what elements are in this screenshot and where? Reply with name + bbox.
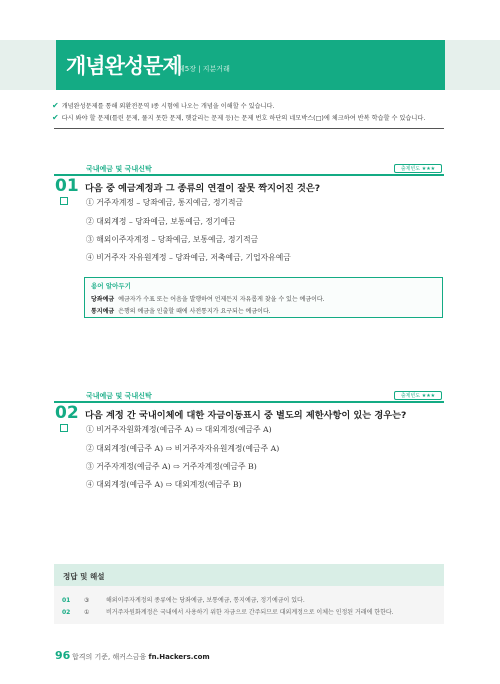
chapter-subtitle: 제5장 | 지분거래 xyxy=(178,65,230,73)
frequency-badge: 출제빈도 ★★★ xyxy=(394,391,442,400)
intro-text: 개념완성문제를 통해 외환전문역 Ⅰ종 시험에 나오는 개념을 이해할 수 있습니다. xyxy=(61,103,275,110)
vocab-desc: 예금자가 수표 또는 어음을 발행하여 언제든지 자유롭게 찾을 수 있는 예금이다. xyxy=(118,296,325,303)
question-option[interactable]: ④ 비거주자 자유원계정 – 당좌예금, 저축예금, 기업자유예금 xyxy=(86,253,291,262)
answer-explanation: 해외이주자계정의 종류에는 당좌예금, 보통예금, 통지예금, 정기예금이 있다. xyxy=(106,597,305,604)
question-option[interactable]: ① 거주자계정 – 당좌예금, 통지예금, 정기적금 xyxy=(86,198,244,207)
vocab-term: 통지예금 xyxy=(91,308,115,315)
vocab-item xyxy=(91,294,325,303)
question-option[interactable]: ④ 대외계정(예금주 A) ⇨ 대외계정(예금주 B) xyxy=(86,480,242,489)
vocab-term: 당좌예금 xyxy=(91,296,115,303)
question-category: 국내예금 및 국내신탁 xyxy=(86,165,152,173)
page-number: 96 xyxy=(55,649,71,662)
review-checkbox[interactable] xyxy=(60,197,68,205)
vocab-title: 용어 알아두기 xyxy=(91,282,131,290)
answer-header xyxy=(54,564,444,586)
answer-choice: ① xyxy=(84,609,90,616)
question-text: 다음 중 예금계정과 그 종류의 연결이 잘못 짝지어진 것은? xyxy=(85,183,321,194)
answer-choice: ③ xyxy=(84,597,90,604)
question-option[interactable]: ③ 거주자계정(예금주 A) ⇨ 거주자계정(예금주 B) xyxy=(86,462,257,471)
answer-number: 01 xyxy=(62,597,71,604)
question-option[interactable]: ② 대외계정 – 당좌예금, 보통예금, 정기예금 xyxy=(86,217,236,226)
question-option[interactable]: ③ 해외이주자계정 – 당좌예금, 보통예금, 정기적금 xyxy=(86,235,259,244)
question-category: 국내예금 및 국내신탁 xyxy=(86,392,152,400)
vocab-desc: 은행의 예금을 인출할 때에 사전통지가 요구되는 예금이다. xyxy=(118,308,271,315)
footer-tagline: 합격의 기준, 해커스금융 xyxy=(72,653,147,661)
question-number: 02 xyxy=(55,403,79,423)
question-option[interactable]: ① 비거주자원화계정(예금주 A) ⇨ 대외계정(예금주 A) xyxy=(86,425,272,434)
answer-title: 정답 및 해설 xyxy=(63,572,105,581)
answer-explanation: 비거주자원화계정은 국내에서 사용하기 위한 자금으로 간주되므로 대외계정으로 이체는 인정된 거래에 한한다. xyxy=(106,609,394,616)
answer-row xyxy=(62,607,394,616)
question-divider xyxy=(54,401,444,403)
footer-text xyxy=(72,652,210,662)
question-divider xyxy=(54,174,444,176)
intro-line-2 xyxy=(52,113,425,122)
review-checkbox[interactable] xyxy=(60,424,68,432)
page-title: 개념완성문제 xyxy=(66,54,182,78)
vocab-box xyxy=(84,277,443,318)
question-text: 다음 계정 간 국내이체에 대한 자금이동표시 중 별도의 제한사항이 있는 경우는? xyxy=(85,410,407,421)
question-option[interactable]: ② 대외계정(예금주 A) ⇨ 비거주자자유원계정(예금주 A) xyxy=(86,444,280,453)
check-icon: ✔ xyxy=(52,101,59,110)
footer-site[interactable]: fn.Hackers.com xyxy=(148,653,210,661)
frequency-badge: 출제빈도 ★★★ xyxy=(394,164,442,173)
check-icon: ✔ xyxy=(52,113,59,122)
intro-line-1 xyxy=(52,101,274,110)
answer-row xyxy=(62,595,305,604)
answer-number: 02 xyxy=(62,609,71,616)
question-number: 01 xyxy=(55,176,79,196)
vocab-item xyxy=(91,306,271,315)
intro-text: 다시 봐야 할 문제(틀린 문제, 풀지 못한 문제, 헷갈리는 문제 등)는 문제 번호 하단의 네모박스(□)에 체크하여 반복 학습할 수 있습니다. xyxy=(61,115,426,122)
intro-divider xyxy=(54,128,444,129)
